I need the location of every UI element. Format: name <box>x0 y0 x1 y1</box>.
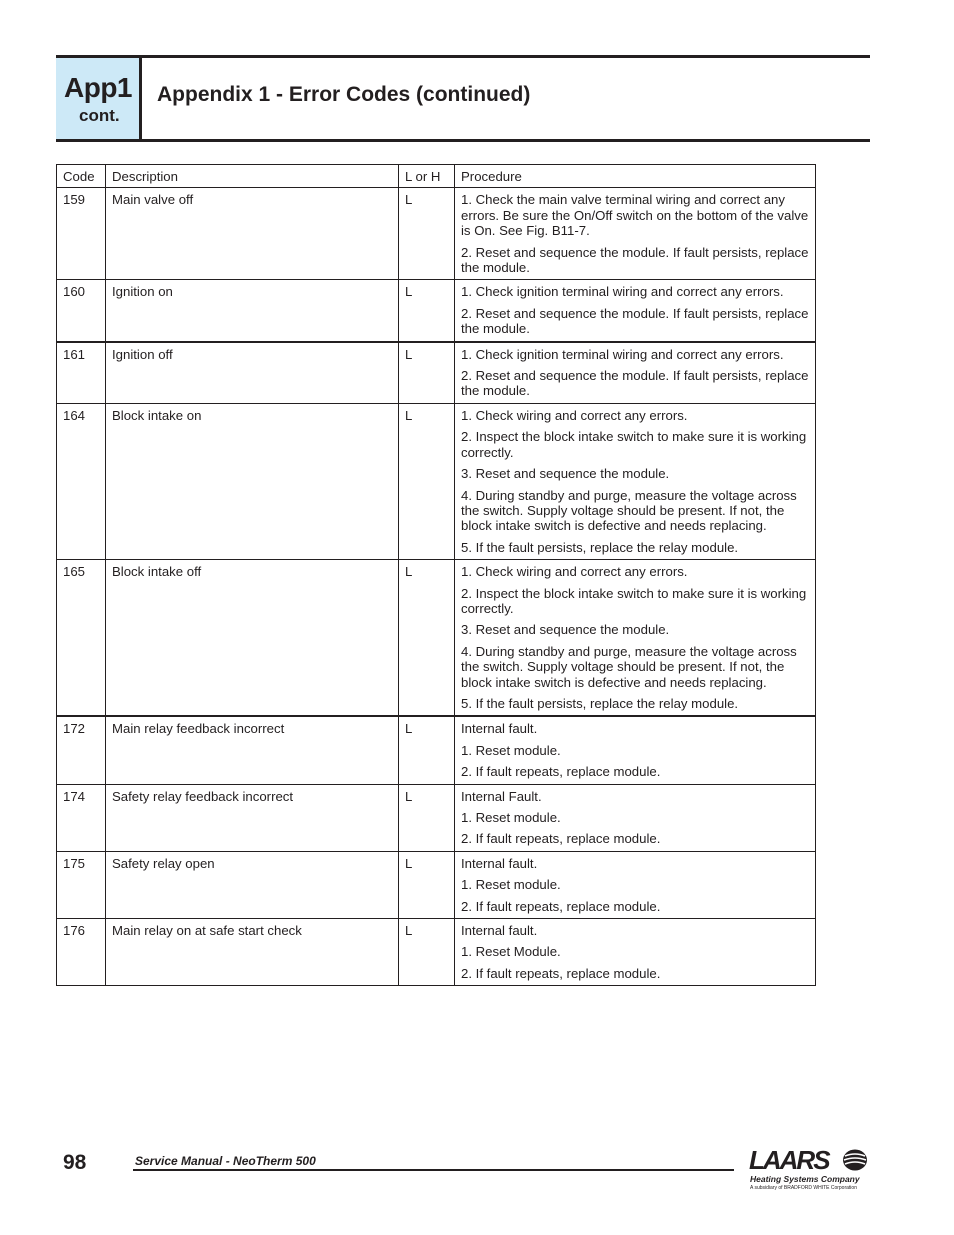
procedure-step: 1. Check the main valve terminal wiring and correct any errors. Be sure the On/Off switch on the bottom of the valve is On. See Fig. B11-7. <box>461 192 809 239</box>
table-body <box>57 188 816 986</box>
error-code-cell: 176 <box>57 919 106 986</box>
description-cell: Main valve off <box>106 188 399 280</box>
l-or-h-cell: L <box>399 342 455 404</box>
procedure-step: 2. Inspect the block intake switch to make sure it is working correctly. <box>461 429 807 460</box>
procedure-step: 4. During standby and purge, measure the voltage across the switch. Supply voltage should be present. If not, the block intake switch is defective and needs replacing. <box>461 643 797 690</box>
procedure-cell <box>455 403 816 559</box>
page-number: 98 <box>63 1151 87 1174</box>
procedure-step: 3. Reset and sequence the module. <box>461 466 670 482</box>
procedure-step: Internal fault. <box>461 855 538 871</box>
column-header-l-or-h: L or H <box>399 165 455 188</box>
logo-tagline: Heating Systems Company <box>750 1174 860 1184</box>
procedure-step: 1. Reset module. <box>461 742 561 758</box>
procedure-step: 2. If fault repeats, replace module. <box>461 898 661 914</box>
l-or-h-cell: L <box>399 716 455 784</box>
laars-logo <box>748 1145 870 1195</box>
section-tab-label: App1 <box>64 72 132 103</box>
procedure-step: 2. Reset and sequence the module. If fault persists, replace the module. <box>461 368 809 399</box>
l-or-h-cell: L <box>399 560 455 717</box>
procedure-step: 2. Inspect the block intake switch to make sure it is working correctly. <box>461 585 807 616</box>
procedure-step: 5. If the fault persists, replace the relay module. <box>461 539 739 555</box>
procedure-step: 1. Check wiring and correct any errors. <box>461 564 688 580</box>
procedure-cell <box>455 784 816 851</box>
footer-rule <box>133 1169 734 1171</box>
procedure-step: 1. Check wiring and correct any errors. <box>461 407 688 423</box>
description-cell: Block intake off <box>106 560 399 717</box>
table-row <box>57 560 816 717</box>
column-header-procedure: Procedure <box>455 165 816 188</box>
procedure-step: 1. Check ignition terminal wiring and correct any errors. <box>461 346 784 362</box>
manual-title: Service Manual - NeoTherm 500 <box>135 1154 316 1168</box>
procedure-cell <box>455 342 816 404</box>
section-tab <box>56 58 142 139</box>
procedure-step: 2. If fault repeats, replace module. <box>461 965 661 981</box>
procedure-step: 2. If fault repeats, replace module. <box>461 831 661 847</box>
l-or-h-cell: L <box>399 403 455 559</box>
procedure-cell <box>455 280 816 342</box>
laars-swirl-icon <box>842 1148 868 1172</box>
procedure-step: Internal Fault. <box>461 788 542 804</box>
description-cell: Main relay feedback incorrect <box>106 716 399 784</box>
table-row <box>57 188 816 280</box>
table-row <box>57 280 816 342</box>
column-header-description: Description <box>106 165 399 188</box>
header-top-rule <box>56 55 870 58</box>
procedure-step: 1. Reset module. <box>461 877 561 893</box>
description-cell: Safety relay open <box>106 851 399 918</box>
table-row <box>57 716 816 784</box>
error-code-cell: 159 <box>57 188 106 280</box>
error-code-cell: 165 <box>57 560 106 717</box>
logo-subsidiary: A subsidiary of BRADFORD WHITE Corporation <box>750 1185 857 1191</box>
table-row <box>57 342 816 404</box>
l-or-h-cell: L <box>399 784 455 851</box>
procedure-cell <box>455 188 816 280</box>
description-cell: Block intake on <box>106 403 399 559</box>
procedure-step: 1. Check ignition terminal wiring and correct any errors. <box>461 284 784 300</box>
error-code-cell: 175 <box>57 851 106 918</box>
procedure-cell <box>455 560 816 717</box>
page-title: Appendix 1 - Error Codes (continued) <box>157 83 531 106</box>
l-or-h-cell: L <box>399 188 455 280</box>
error-codes-table <box>56 164 816 986</box>
procedure-step: 3. Reset and sequence the module. <box>461 622 670 638</box>
description-cell: Main relay on at safe start check <box>106 919 399 986</box>
error-code-cell: 164 <box>57 403 106 559</box>
l-or-h-cell: L <box>399 280 455 342</box>
header-bottom-rule <box>56 139 870 142</box>
procedure-step: Internal fault. <box>461 721 538 737</box>
table-row <box>57 919 816 986</box>
procedure-cell <box>455 919 816 986</box>
procedure-step: 1. Reset module. <box>461 810 561 825</box>
procedure-step: 4. During standby and purge, measure the voltage across the switch. Supply voltage should be present. If not, the block intake switch is defective and needs replacing. <box>461 487 797 534</box>
table-row <box>57 851 816 918</box>
error-code-cell: 172 <box>57 716 106 784</box>
procedure-step: 2. If fault repeats, replace module. <box>461 764 661 780</box>
procedure-step: Internal fault. <box>461 923 538 939</box>
description-cell: Safety relay feedback incorrect <box>106 784 399 851</box>
logo-wordmark: LAARS <box>749 1145 829 1175</box>
procedure-cell <box>455 851 816 918</box>
column-header-code: Code <box>57 165 106 188</box>
procedure-cell <box>455 716 816 784</box>
section-tab-sublabel: cont. <box>79 106 120 125</box>
table-header-row <box>57 165 816 188</box>
procedure-step: 1. Reset Module. <box>461 944 561 960</box>
table-row <box>57 784 816 851</box>
table-row <box>57 403 816 559</box>
description-cell: Ignition off <box>106 342 399 404</box>
error-code-cell: 174 <box>57 784 106 851</box>
procedure-step: 2. Reset and sequence the module. If fault persists, replace the module. <box>461 305 809 337</box>
error-code-cell: 160 <box>57 280 106 342</box>
procedure-step: 5. If the fault persists, replace the relay module. <box>461 695 739 711</box>
description-cell: Ignition on <box>106 280 399 342</box>
l-or-h-cell: L <box>399 919 455 986</box>
l-or-h-cell: L <box>399 851 455 918</box>
procedure-step: 2. Reset and sequence the module. If fault persists, replace the module. <box>461 244 809 276</box>
error-code-cell: 161 <box>57 342 106 404</box>
